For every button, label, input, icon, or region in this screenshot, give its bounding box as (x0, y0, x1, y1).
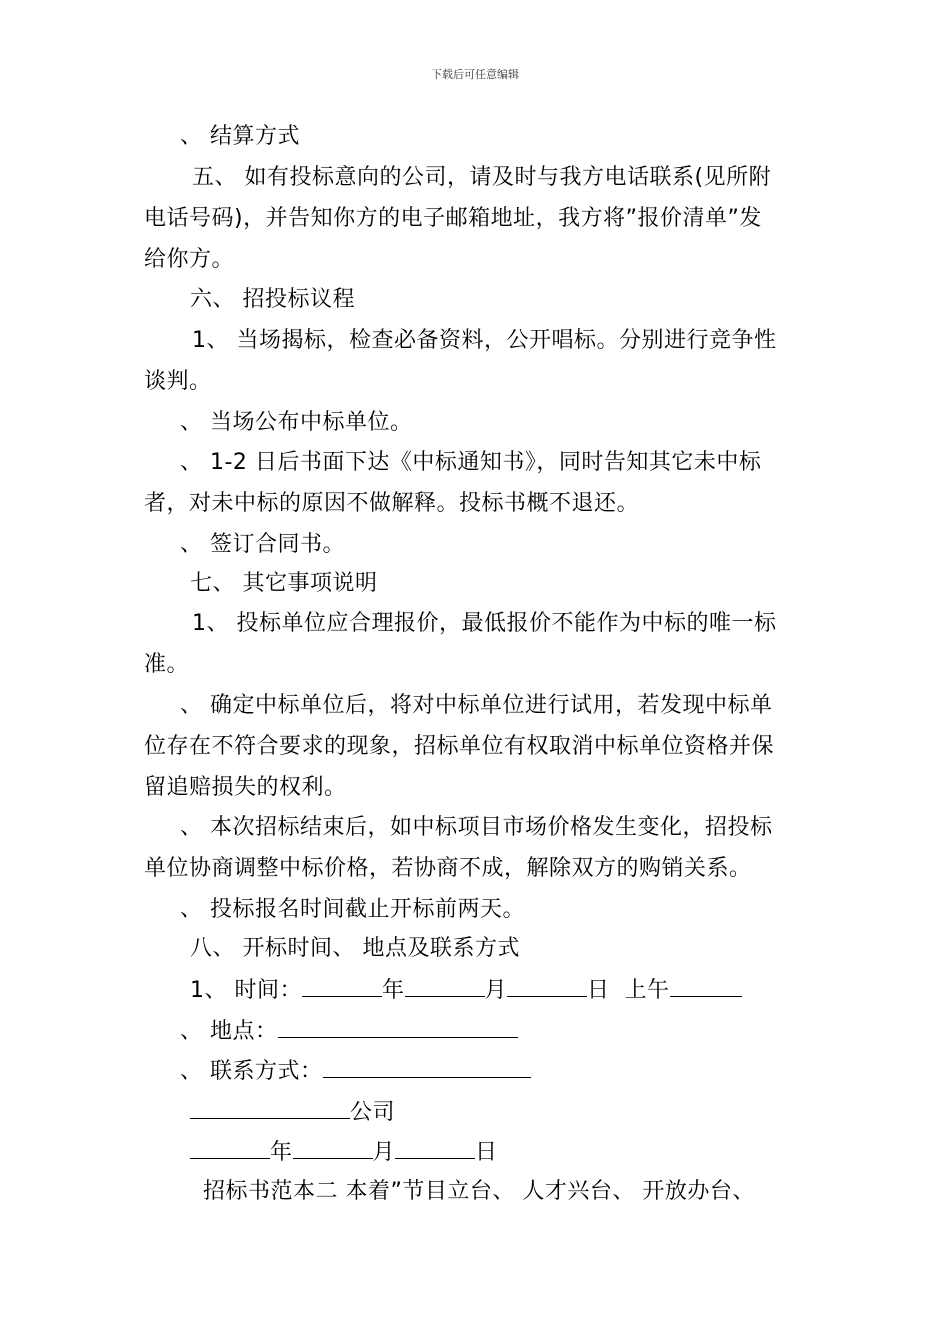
place-label: 、 地点： (180, 1019, 278, 1044)
text-line: 、 当场公布中标单位。 (180, 410, 413, 435)
text-line: 、 结算方式 (180, 124, 300, 149)
contact-line (180, 1055, 531, 1087)
text-line: 、 本次招标结束后，如中标项目市场价格发生变化，招投标 (180, 815, 773, 840)
text-line: 1、 当场揭标，检查必备资料，公开唱标。分别进行竞争性 (192, 328, 777, 353)
text-line: 电话号码)，并告知你方的电子邮箱地址，我方将”报价清单”发 (144, 206, 762, 231)
date-year-label: 年 (270, 1140, 293, 1165)
time-line (190, 974, 742, 1006)
text-line: 六、 招投标议程 (190, 287, 355, 312)
time-label: 1、 时间： (190, 978, 302, 1003)
text-line: 、 确定中标单位后，将对中标单位进行试用，若发现中标单 (180, 693, 773, 718)
month-blank (405, 974, 485, 997)
page-header: 下载后可任意编辑 (431, 68, 519, 81)
place-line (180, 1015, 518, 1047)
text-line: 、 1-2 日后书面下达《中标通知书》，同时告知其它未中标 (180, 450, 762, 475)
text-line: 、 投标报名时间截止开标前两天。 (180, 897, 525, 922)
date-line (190, 1136, 498, 1168)
section-heading: 八、 开标时间、 地点及联系方式 (190, 936, 520, 961)
month-label: 月 (484, 978, 508, 1003)
text-line: 留追赔损失的权利。 (144, 775, 347, 800)
text-line: 谈判。 (144, 369, 212, 394)
text-line: 准。 (144, 652, 190, 677)
text-line: 七、 其它事项说明 (190, 571, 378, 596)
date-day-blank (395, 1136, 475, 1159)
text-line: 位存在不符合要求的现象，招标单位有权取消中标单位资格并保 (144, 734, 775, 759)
date-year-blank (190, 1136, 270, 1159)
text-line: 给你方。 (144, 247, 235, 272)
date-month-label: 月 (372, 1140, 396, 1165)
company-line (190, 1096, 395, 1128)
text-line: 招标书范本二 本着”节目立台、 人才兴台、 开放办台、 (203, 1179, 755, 1204)
date-month-blank (293, 1136, 373, 1159)
year-blank (302, 974, 382, 997)
text-line: 单位协商调整中标价格，若协商不成，解除双方的购销关系。 (144, 856, 752, 881)
day-blank (507, 974, 587, 997)
day-label: 日 (587, 978, 610, 1003)
text-line: 五、 如有投标意向的公司，请及时与我方电话联系(见所附 (192, 165, 772, 190)
time-blank (670, 974, 742, 997)
year-label: 年 (382, 978, 405, 1003)
text-line: 1、 投标单位应合理报价，最低报价不能作为中标的唯一标 (192, 611, 777, 636)
text-line: 者，对未中标的原因不做解释。投标书概不退还。 (144, 491, 640, 516)
company-label: 公司 (350, 1100, 396, 1125)
text-line: 、 签订合同书。 (180, 532, 345, 557)
contact-label: 、 联系方式： (180, 1059, 323, 1084)
company-blank (190, 1096, 350, 1119)
am-label: 上午 (624, 978, 670, 1003)
place-blank (278, 1015, 518, 1038)
contact-blank (323, 1055, 531, 1078)
date-day-label: 日 (475, 1140, 498, 1165)
